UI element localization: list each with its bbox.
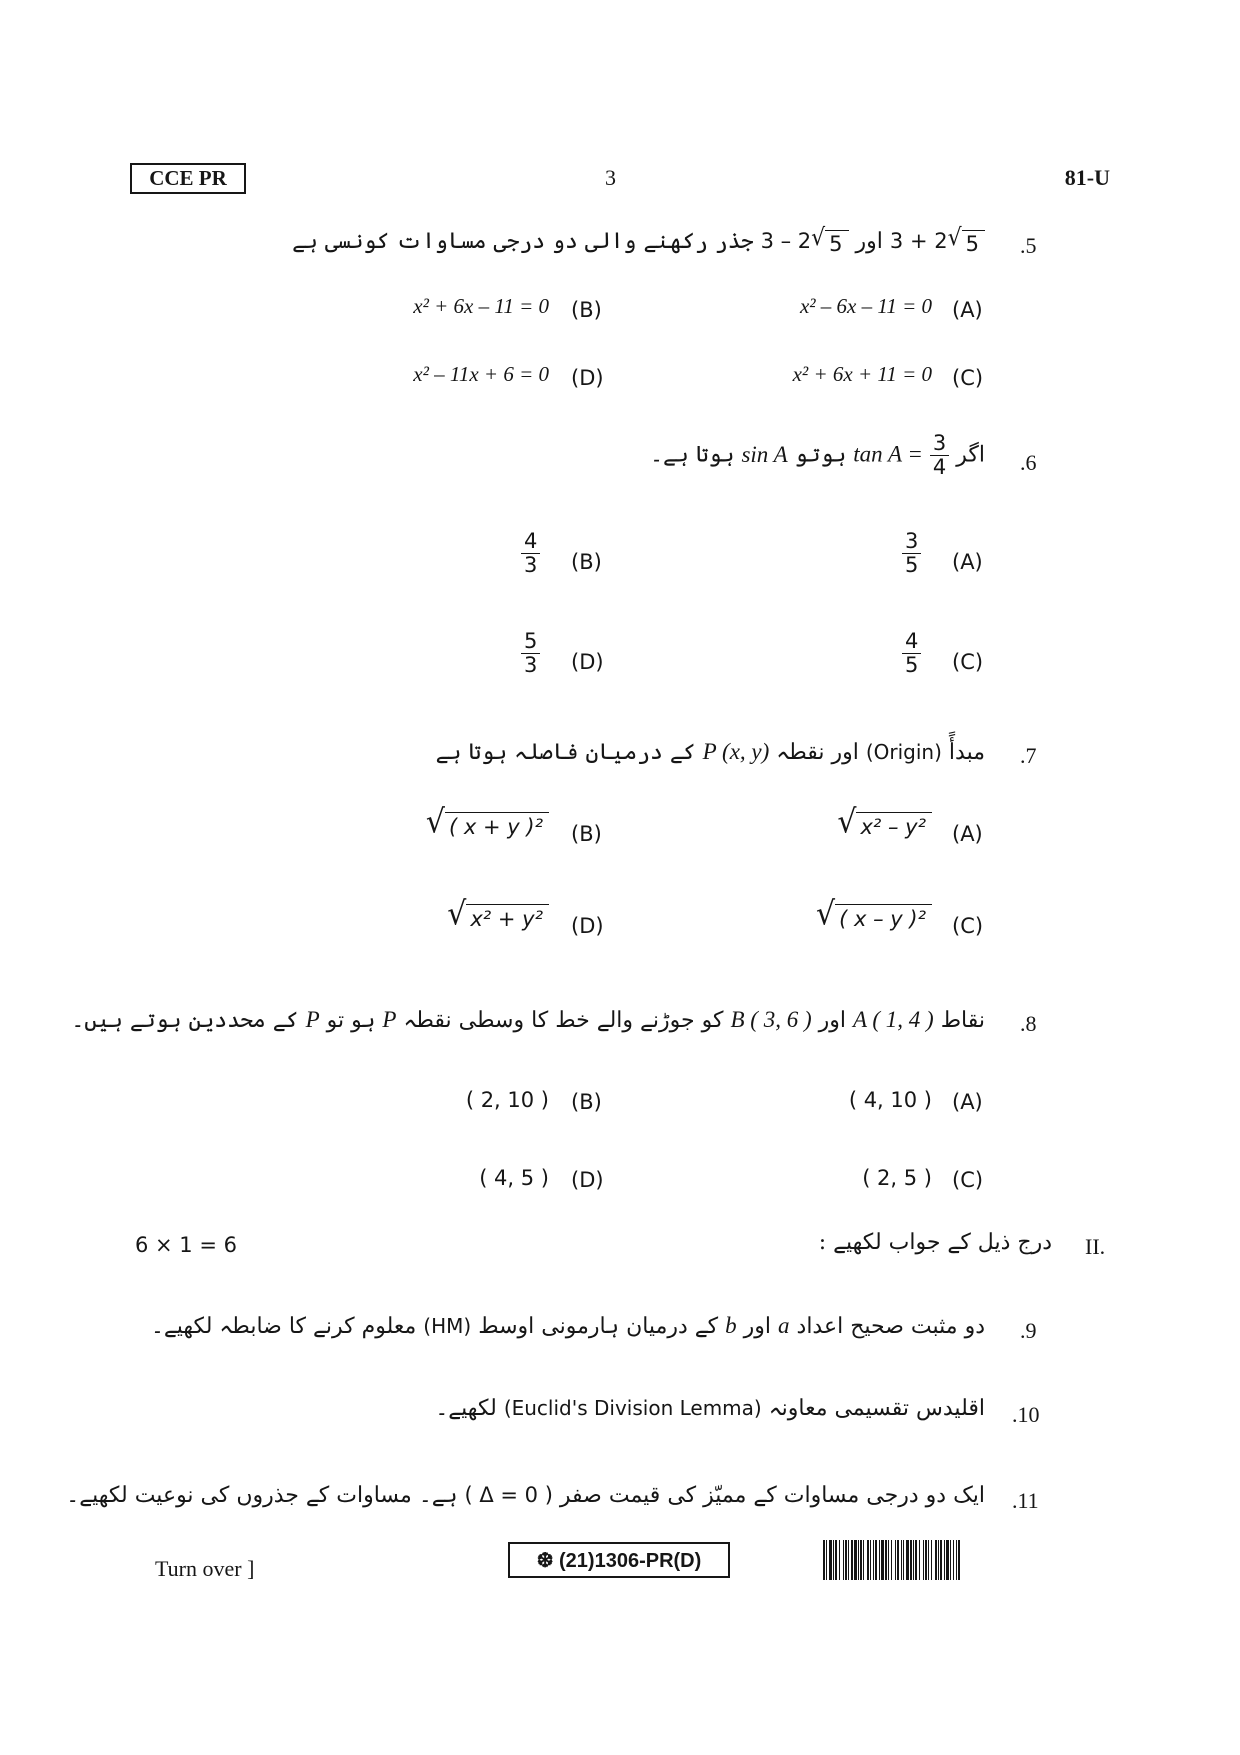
q8-option-a-label: (A) xyxy=(952,1090,983,1114)
q5-option-b: x² + 6x – 11 = 0 xyxy=(413,294,549,318)
header-code-box xyxy=(130,163,246,194)
q8-point-b: B ( 3, 6 ) xyxy=(730,1007,812,1032)
q11-text-2: ہے۔ مساوات کے جذروں کی نوعیت لکھیے۔ xyxy=(66,1483,458,1508)
header-right-code: 81-U xyxy=(1064,165,1110,190)
q6-if: اگر xyxy=(956,442,985,468)
q10-text-1: اقلیدس تقسیمی معاونہ xyxy=(768,1396,985,1421)
header-left-code: CCE PR xyxy=(149,166,227,190)
q10-english: (Euclid's Division Lemma) xyxy=(503,1396,762,1420)
q7-text-1: مبدأً xyxy=(948,740,985,765)
q7-text-3: کے درمیان فاصلہ ہوتا ہے xyxy=(435,740,696,765)
q10-number: .10 xyxy=(1012,1402,1040,1427)
q9-text-3: کے درمیان ہارمونی اوسط xyxy=(478,1314,719,1339)
q5-option-c-label: (C) xyxy=(952,366,984,390)
q8-option-d: ( 4, 5 ) xyxy=(479,1166,549,1190)
q5-number: .5 xyxy=(1020,233,1037,258)
q8-text-3: ہو تو xyxy=(326,1008,376,1033)
turn-over: Turn over ] xyxy=(155,1556,255,1581)
q6-sin-expr: sin A xyxy=(741,441,788,467)
q5-root1: 3 – 2 √ 5 xyxy=(761,228,849,256)
q6-option-a-label: (A) xyxy=(952,550,983,574)
q8-option-c: ( 2, 5 ) xyxy=(862,1166,932,1190)
q6-option-d: $\frac{5}{3}$ xyxy=(521,630,540,677)
q7-option-d-label: (D) xyxy=(571,914,604,938)
q7-option-a-label: (A) xyxy=(952,822,983,846)
q5-stem-text: جذر رکھنے والی دو درجی مساوات کونسی ہے xyxy=(292,229,754,254)
q5-option-b-label: (B) xyxy=(571,298,602,322)
q9-text-4: معلوم کرنے کا ضابطہ لکھیے۔ xyxy=(150,1314,417,1339)
q8-text-1: نقاط xyxy=(940,1008,985,1033)
q10-text-2: لکھیے۔ xyxy=(435,1396,497,1421)
q7-option-d: √ x² + y² xyxy=(447,900,549,931)
q7-text-2: اور نقطہ xyxy=(776,740,859,765)
q9-a: a xyxy=(778,1313,790,1338)
q7-option-c: √ ( x – y )² xyxy=(816,900,932,931)
section2-title: درج ذیل کے جواب لکھیے : xyxy=(818,1230,1052,1255)
q6-option-b-label: (B) xyxy=(571,550,602,574)
q8-option-a: ( 4, 10 ) xyxy=(848,1088,932,1112)
q8-option-c-label: (C) xyxy=(952,1168,984,1192)
q8-option-b: ( 2, 10 ) xyxy=(465,1088,549,1112)
q6-number: .6 xyxy=(1020,450,1037,475)
q5-option-a: x² – 6x – 11 = 0 xyxy=(799,294,932,318)
q8-option-b-label: (B) xyxy=(571,1090,602,1114)
q11-delta: ( Δ = 0 ) xyxy=(464,1483,553,1507)
q11-text-1: ایک دو درجی مساوات کے ممیّز کی قیمت صفر xyxy=(559,1483,985,1508)
section2-number: II. xyxy=(1085,1234,1106,1259)
paper-code: ❆ (21)1306-PR(D) xyxy=(536,1549,702,1572)
q7-origin: (Origin) xyxy=(865,740,942,764)
q7-option-b: √ ( x + y )² xyxy=(426,808,549,839)
q9-number: .9 xyxy=(1020,1318,1037,1343)
paper-code-box xyxy=(508,1542,730,1578)
q5-option-d-label: (D) xyxy=(571,366,604,390)
q11-number: .11 xyxy=(1012,1488,1039,1513)
q8-text-2: کو جوڑنے والے خط کا وسطی نقطہ xyxy=(403,1008,724,1033)
q9-b: b xyxy=(725,1313,737,1338)
q5-stem xyxy=(292,224,985,256)
section2-marks: 6 × 1 = 6 xyxy=(135,1233,237,1257)
q10-stem xyxy=(435,1396,985,1421)
q8-point-a: A ( 1, 4 ) xyxy=(852,1007,934,1032)
q6-option-c-label: (C) xyxy=(952,650,984,674)
q6-stem xyxy=(650,432,985,479)
q8-stem xyxy=(71,1007,985,1033)
q5-and: اور xyxy=(855,229,883,254)
q8-p1: P xyxy=(382,1007,397,1032)
q8-option-d-label: (D) xyxy=(571,1168,604,1192)
q6-option-b: $\frac{4}{3}$ xyxy=(521,530,540,577)
q6-option-c: $\frac{4}{5}$ xyxy=(902,630,921,677)
q6-end: ہوتا ہے۔ xyxy=(650,442,735,468)
q9-text-2: اور xyxy=(743,1314,772,1339)
q7-stem xyxy=(436,739,985,765)
q8-and: اور xyxy=(818,1008,846,1033)
q7-option-b-label: (B) xyxy=(571,822,602,846)
q8-number: .8 xyxy=(1020,1011,1037,1036)
page-number: 3 xyxy=(605,165,616,190)
q6-option-d-label: (D) xyxy=(571,650,604,674)
q5-root2: 3 + 2 √ 5 xyxy=(890,228,985,256)
q8-p2: P xyxy=(305,1007,320,1032)
q8-text-4: کے محددین ہوتے ہیں۔ xyxy=(71,1008,299,1033)
q6-tan-expr: tan A = $\frac{3}{4}$ xyxy=(853,432,949,479)
q7-option-c-label: (C) xyxy=(952,914,984,938)
q11-stem xyxy=(66,1483,985,1508)
q7-point: P (x, y) xyxy=(702,739,770,764)
q7-number: .7 xyxy=(1020,743,1037,768)
q5-option-a-label: (A) xyxy=(952,298,983,322)
q7-option-a: √ x² – y² xyxy=(837,808,932,839)
q9-stem xyxy=(151,1313,985,1339)
q5-option-d: x² – 11x + 6 = 0 xyxy=(413,362,549,386)
q6-mid: ہوتو xyxy=(794,442,847,468)
barcode xyxy=(823,1540,1111,1580)
q6-option-a: $\frac{3}{5}$ xyxy=(902,530,921,577)
q5-option-c: x² + 6x + 11 = 0 xyxy=(792,362,932,386)
q9-hm: (HM) xyxy=(423,1314,472,1338)
q9-text-1: دو مثبت صحیح اعداد xyxy=(796,1314,985,1339)
